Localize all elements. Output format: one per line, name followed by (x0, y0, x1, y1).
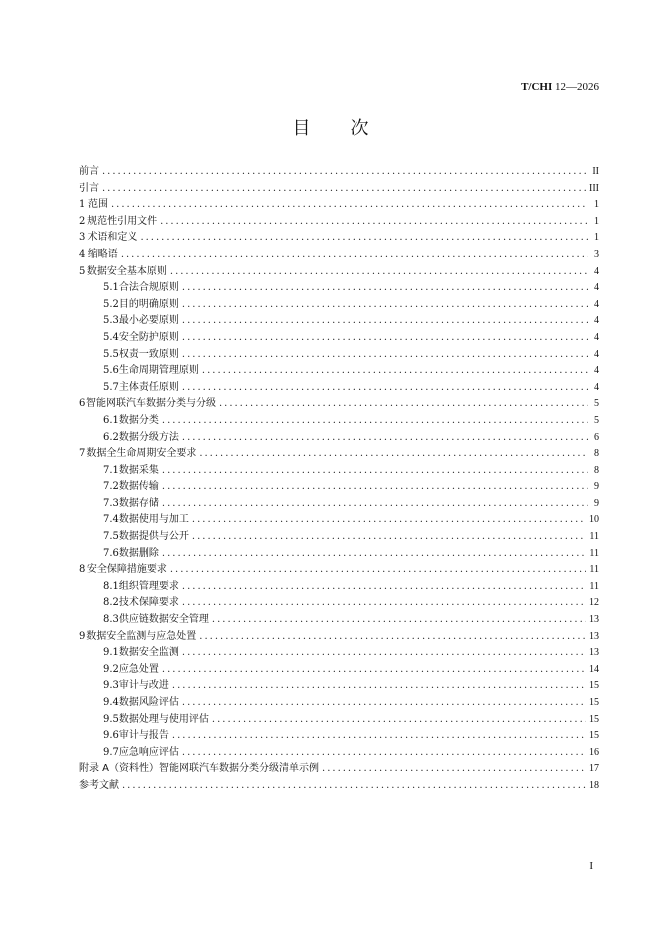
toc-entry[interactable] (79, 197, 599, 214)
toc-entry-label: 缩略语 (87, 248, 118, 260)
toc-entry[interactable] (79, 214, 599, 231)
toc-leader-dots (182, 330, 588, 347)
toc-entry[interactable] (79, 347, 599, 364)
toc-leader-dots (162, 546, 586, 563)
toc-entry-number: 7.2 (103, 481, 119, 493)
toc-entry-page: 9 (594, 497, 599, 509)
toc-entry-number: 5.4 (103, 331, 119, 343)
toc-entry[interactable] (79, 529, 599, 546)
toc-entry-label: 引言 (79, 182, 99, 194)
page-folio: I (589, 860, 593, 872)
toc-entry[interactable] (79, 546, 599, 563)
toc-leader-dots (182, 313, 588, 330)
toc-entry-number: 7.6 (103, 547, 119, 559)
toc-entry-label: 数据风险评估 (118, 697, 179, 708)
toc-entry-number: 5.5 (103, 348, 119, 360)
toc-entry-page: 5 (594, 414, 599, 426)
toc-entry-page: 13 (589, 647, 599, 659)
toc-entry[interactable] (79, 678, 599, 695)
toc-leader-dots (162, 463, 588, 480)
toc-entry[interactable] (79, 496, 599, 513)
toc-entry[interactable] (79, 247, 599, 264)
toc-entry-page: 10 (589, 514, 599, 526)
toc-entry-number: 5.6 (103, 365, 119, 377)
toc-entry-page: II (592, 166, 599, 177)
toc-entry-page: 1 (594, 232, 599, 244)
toc-entry-number: 9 (79, 630, 86, 642)
toc-entry[interactable] (79, 430, 599, 447)
toc-entry-number: 7.4 (103, 514, 119, 526)
toc-entry-page: 15 (589, 697, 599, 708)
toc-leader-dots (102, 164, 588, 181)
toc-leader-dots (160, 214, 588, 231)
toc-entry-label: 智能网联汽车数据分类与分级 (85, 398, 216, 410)
toc-leader-dots (162, 413, 588, 430)
toc-entry-label: 数据使用与加工 (118, 514, 189, 526)
toc-entry-label: 生命周期管理原则 (118, 365, 199, 377)
toc-entry[interactable] (79, 297, 599, 314)
toc-entry[interactable] (79, 164, 599, 181)
toc-entry-number: 2 (79, 215, 86, 227)
toc-entry[interactable] (79, 612, 599, 629)
toc-entry-label: 数据采集 (118, 464, 159, 476)
toc-entry-page: 3 (594, 248, 599, 260)
toc-entry-page: 6 (594, 431, 599, 443)
toc-entry[interactable] (79, 380, 599, 397)
toc-entry-page: 1 (594, 199, 599, 211)
toc-leader-dots (111, 197, 588, 214)
toc-entry-number: 6.1 (103, 414, 119, 426)
toc-entry-label: 范围 (88, 199, 108, 211)
toc-leader-dots (102, 181, 586, 198)
toc-entry-page: 4 (594, 298, 599, 310)
toc-entry-label: 前言 (79, 166, 99, 177)
toc-leader-dots (199, 446, 588, 463)
toc-entry-page: 4 (594, 265, 599, 277)
toc-leader-dots (219, 396, 588, 413)
toc-title (0, 114, 661, 140)
toc-leader-dots (182, 595, 586, 612)
toc-entry-label: 数据安全监测与应急处置 (86, 630, 197, 642)
toc-entry[interactable] (79, 446, 599, 463)
toc-entry-label: 数据分类 (118, 414, 159, 426)
toc-entry-page: 4 (594, 315, 599, 327)
toc-entry-number: 5.2 (103, 298, 119, 310)
toc-entry-page: 17 (589, 763, 599, 775)
toc-entry-page: 12 (589, 597, 599, 609)
toc-entry-number: 6.2 (103, 431, 119, 443)
toc-entry[interactable] (79, 264, 599, 281)
toc-leader-dots (182, 430, 588, 447)
toc-entry-label: 权责一致原则 (118, 348, 179, 360)
toc-entry[interactable] (79, 728, 599, 745)
toc-leader-dots (202, 363, 588, 380)
toc-entry[interactable] (79, 363, 599, 380)
toc-entry-label: 安全保障措施要求 (86, 564, 167, 576)
toc-entry-number: 9.3 (103, 680, 119, 692)
toc-entry-label: 参考文献 (79, 779, 119, 791)
toc-entry-page: 13 (589, 630, 599, 642)
toc-entry-page: 15 (589, 713, 599, 725)
document-code (521, 81, 599, 93)
toc-leader-dots (170, 562, 587, 579)
toc-entry-number: 9.1 (103, 647, 119, 659)
toc-leader-dots (192, 512, 586, 529)
toc-entry-label: 审计与报告 (118, 730, 169, 742)
toc-entry-number: 9.7 (103, 746, 119, 758)
toc-entry-page: 5 (594, 398, 599, 410)
toc-entry-number: 6 (79, 398, 86, 410)
toc-entry[interactable] (79, 181, 599, 198)
toc-entry[interactable] (79, 662, 599, 679)
toc-entry-page: 4 (594, 365, 599, 377)
toc-entry-number: 9.4 (103, 697, 119, 708)
toc-entry-number: 9.2 (103, 663, 119, 675)
toc-entry-number: 8.2 (103, 597, 119, 609)
toc-entry-number: 7.5 (103, 531, 119, 543)
document-org: T/CHI (521, 81, 553, 93)
toc-entry[interactable] (79, 695, 599, 712)
toc-entry[interactable] (79, 512, 599, 529)
toc-entry[interactable] (79, 463, 599, 480)
toc-entry-number: 3 (79, 232, 86, 244)
toc-entry-page: 13 (589, 614, 599, 626)
toc-entry-page: 4 (594, 381, 599, 393)
toc-entry-page: 9 (594, 481, 599, 493)
toc-entry-number: 7.1 (103, 464, 119, 476)
toc-entry-page: 4 (594, 331, 599, 343)
toc-entry-page: 16 (589, 746, 599, 758)
toc-entry-page: 1 (594, 215, 599, 227)
toc-entry[interactable] (79, 313, 599, 330)
toc-entry-label: 数据分级方法 (118, 431, 179, 443)
toc-entry-page: 15 (589, 680, 599, 692)
toc-entry[interactable] (79, 330, 599, 347)
toc-leader-dots (172, 678, 586, 695)
toc-entry-page: 8 (594, 448, 599, 460)
toc-entry[interactable] (79, 778, 599, 795)
toc-entry-label: 应急响应评估 (118, 746, 179, 758)
toc-entry[interactable] (79, 230, 599, 247)
toc-entry-label: 附录 A（资料性）智能网联汽车数据分类分级清单示例 (79, 763, 320, 775)
document-number: 12—2026 (555, 81, 599, 93)
toc-entry-page: 11 (589, 564, 599, 576)
toc-entry-label: 数据安全基本原则 (86, 265, 167, 277)
toc-entry-page: 4 (594, 282, 599, 294)
toc-entry-label: 数据全生命周期安全要求 (86, 448, 197, 460)
toc-title-part2: 次 (350, 118, 369, 139)
toc-entry-number: 5.7 (103, 381, 119, 393)
toc-leader-dots (182, 695, 586, 712)
toc-leader-dots (192, 529, 586, 546)
toc-entry-label: 应急处置 (118, 663, 159, 675)
toc-entry-label: 数据传输 (118, 481, 159, 493)
toc-entry-label: 审计与改进 (118, 680, 169, 692)
toc-leader-dots (182, 347, 588, 364)
toc-entry[interactable] (79, 579, 599, 596)
toc-entry-label: 规范性引用文件 (87, 215, 158, 227)
toc-entry-page: 18 (589, 779, 599, 791)
toc-entry-page: 11 (589, 580, 599, 592)
toc-entry-label: 供应链数据安全管理 (118, 614, 209, 626)
toc-entry-number: 1 (79, 199, 86, 211)
toc-leader-dots (182, 280, 588, 297)
toc-entry[interactable] (79, 280, 599, 297)
toc-entry-label: 安全防护原则 (118, 331, 179, 343)
toc-entry-number: 8.1 (103, 580, 119, 592)
toc-entry[interactable] (79, 595, 599, 612)
toc-leader-dots (162, 496, 588, 513)
toc-leader-dots (162, 479, 588, 496)
toc-entry-number: 7.3 (103, 497, 119, 509)
toc-entry-number: 5 (79, 265, 86, 277)
toc-entry-label: 合法合规原则 (118, 282, 179, 294)
toc-entry-label: 组织管理要求 (118, 580, 179, 592)
toc-entry-number: 8.3 (103, 614, 119, 626)
toc-entry[interactable] (79, 645, 599, 662)
toc-entry-page: 15 (589, 730, 599, 742)
toc-entry[interactable] (79, 629, 599, 646)
toc-entry-page: 14 (589, 663, 599, 675)
toc-entry[interactable] (79, 479, 599, 496)
toc-entry[interactable] (79, 413, 599, 430)
toc-leader-dots (212, 612, 586, 629)
toc-leader-dots (140, 230, 588, 247)
toc-entry-page: 11 (589, 531, 599, 543)
toc-leader-dots (162, 662, 586, 679)
toc-entry-label: 数据提供与公开 (118, 531, 189, 543)
toc-entry-page: III (589, 182, 599, 194)
toc-entry-number: 5.1 (103, 282, 119, 294)
toc-entry[interactable] (79, 761, 599, 778)
toc-entry-number: 5.3 (103, 315, 119, 327)
toc-entry-number: 9.6 (103, 730, 119, 742)
toc-leader-dots (122, 778, 586, 795)
toc-entry-label: 数据安全监测 (118, 647, 179, 659)
toc-title-part1: 目 (292, 118, 311, 139)
toc-leader-dots (170, 264, 588, 281)
toc-entry-page: 4 (594, 348, 599, 360)
toc-entry-label: 数据删除 (118, 547, 159, 559)
toc-entry[interactable] (79, 745, 599, 762)
toc-leader-dots (172, 728, 586, 745)
toc-leader-dots (182, 745, 586, 762)
toc-leader-dots (182, 645, 586, 662)
toc-entry-label: 技术保障要求 (118, 597, 179, 609)
toc-leader-dots (322, 761, 586, 778)
toc-leader-dots (182, 380, 588, 397)
toc-entry-number: 7 (79, 448, 86, 460)
toc-entry-page: 8 (594, 464, 599, 476)
toc-entry-label: 数据存储 (118, 497, 159, 509)
toc-entry-label: 术语和定义 (87, 232, 138, 244)
toc-leader-dots (182, 579, 586, 596)
toc-entry[interactable] (79, 396, 599, 413)
toc-entry-page: 11 (589, 547, 599, 559)
toc-leader-dots (199, 629, 586, 646)
toc-entry[interactable] (79, 562, 599, 579)
toc-leader-dots (212, 712, 586, 729)
toc-entry-number: 9.5 (103, 713, 119, 725)
toc-leader-dots (182, 297, 588, 314)
toc-entry-label: 最小必要原则 (118, 315, 179, 327)
toc-leader-dots (121, 247, 588, 264)
table-of-contents (79, 164, 599, 795)
toc-entry-label: 数据处理与使用评估 (118, 713, 209, 725)
toc-entry-number: 4 (79, 248, 86, 260)
toc-entry-number: 8 (79, 564, 86, 576)
toc-entry[interactable] (79, 712, 599, 729)
toc-entry-label: 目的明确原则 (118, 298, 179, 310)
toc-entry-label: 主体责任原则 (118, 381, 179, 393)
